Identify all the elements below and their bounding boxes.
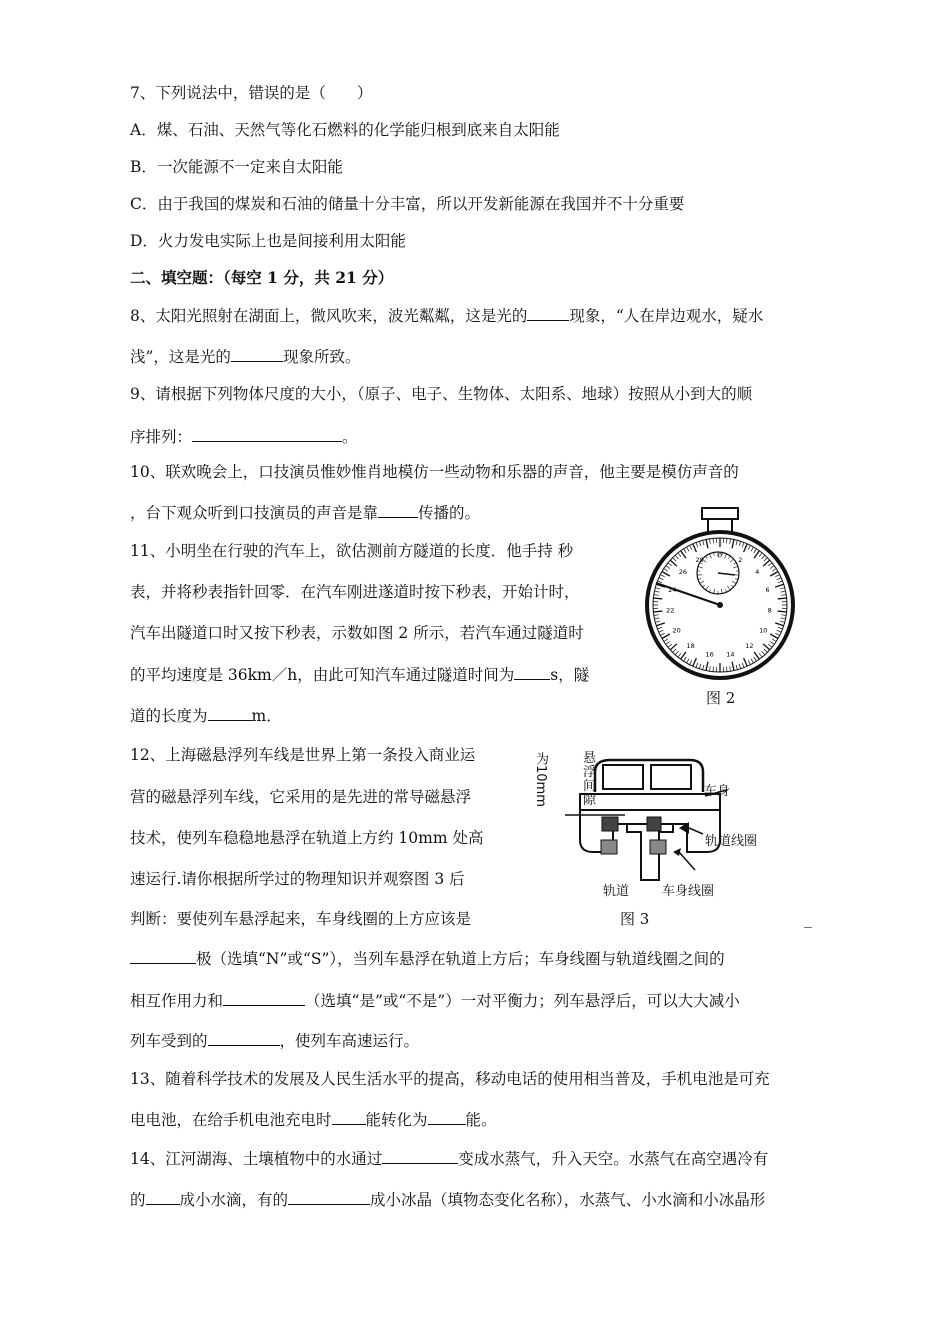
dial-number: 10 [759,626,768,635]
q14-line-1: 14、江河湖海、土壤植物中的水通过 变成水蒸气，升入天空。水蒸气在高空遇冷有 [130,1150,769,1168]
section-heading: 二、填空题：（每空 1 分，共 21 分） [130,268,394,287]
q12-line-1: 12、上海磁悬浮列车线是世界上第一条投入商业运 [130,746,476,764]
q11-line-4: 的平均速度是 36km／h，由此可知汽车通过隧道时间为 s，隧 [130,666,590,684]
q8-line-1: 8、太阳光照射在湖面上，微风吹来，波光粼粼，这是光的 现象，“人在岸边观水，疑水 [130,307,764,325]
q11-line-2: 表，并将秒表指针回零．在汽车刚进遂道时按下秒表，开始计时， [130,583,580,601]
answer-blank[interactable] [208,1030,280,1046]
dial-number: 0 [717,551,723,560]
answer-blank[interactable] [146,1189,180,1205]
body-coil-left [601,840,617,854]
stopwatch-figure [640,505,800,680]
dial-number: 26 [678,568,687,577]
q9-line-1: 9、请根据下列物体尺度的大小，（原子、电子、生物体、太阳系、地球）按照从小到大的顺 [130,385,753,403]
q7-option-d: D．火力发电实际上也是间接利用太阳能 [130,232,406,250]
q12-line-8: 列车受到的 ，使列车高速运行。 [130,1032,420,1050]
q12-trailing-mark: _ [804,910,812,928]
answer-blank[interactable] [231,346,283,362]
dial-number: 4 [755,568,760,577]
q7-option-c: C．由于我国的煤炭和石油的储量十分丰富，所以开发新能源在我国并不十分重要 [130,195,685,213]
q13-line-1: 13、随着科学技术的发展及人民生活水平的提高，移动电话的使用相当普及，手机电池是可充 [130,1070,770,1088]
answer-blank[interactable] [332,1109,366,1125]
q11-line-1: 11、小明坐在行驶的汽车上，欲估测前方隧道的长度．他手持 秒 [130,542,574,560]
q11-line-3: 汽车出隧道口时又按下秒表，示数如图 2 所示，若汽车通过隧道时 [130,624,584,642]
track-label: 轨道 [603,884,630,899]
answer-blank[interactable] [192,426,342,442]
answer-blank[interactable] [382,1148,458,1164]
figure-3-caption: 图 3 [620,910,650,928]
dial-number: 28 [695,555,704,564]
answer-blank[interactable] [130,948,196,964]
q13-line-2: 电电池，在给手机电池充电时 能转化为 能。 [130,1111,497,1129]
q7-option-b: B．一次能源不一定来自太阳能 [130,158,343,176]
train-window-right [651,765,691,789]
q9-line-2: 序排列： 。 [130,428,358,446]
answer-blank[interactable] [288,1189,370,1205]
answer-blank[interactable] [527,305,569,321]
dial-number: 16 [705,650,714,659]
q11-line-5: 道的长度为 m． [130,707,282,725]
answer-blank[interactable] [208,705,252,721]
q12-line-6: 极（选填“N”或“S”），当列车悬浮在轨道上方后；车身线圈与轨道线圈之间的 [130,948,725,969]
q10-line-1: 10、联欢晚会上，口技演员惟妙惟肖地模仿一些动物和乐器的声音，他主要是模仿声音的 [130,463,739,481]
q7-stem: 7、下列说法中，错误的是（ ） [130,84,373,102]
q14-line-2: 的 成小水滴，有的 成小冰晶（填物态变化名称），水蒸气、小水滴和小冰晶形 [130,1191,766,1209]
q8-line-2: 浅”，这是光的 现象所致。 [130,348,361,366]
answer-blank[interactable] [378,502,418,518]
track-coil-pointer [689,828,703,834]
answer-blank[interactable] [223,990,305,1006]
answer-blank[interactable] [428,1109,466,1125]
dial-number: 14 [726,650,735,659]
stopwatch-crown [702,508,738,519]
q10-line-2: ，台下观众听到口技演员的声音是靠 传播的。 [130,504,481,522]
q12-line-7: 相互作用力和 （选填“是”或“不是”）一对平衡力；列车悬浮后，可以大大减小 [130,992,740,1010]
track-coil-label: 轨道线圈 [705,834,758,849]
dial-number: 12 [745,641,754,650]
dial-number: 18 [686,641,695,650]
dial-number: 22 [666,606,675,615]
answer-blank[interactable] [514,664,550,680]
q12-line-5: 判断：要使列车悬浮起来，车身线圈的上方应该是 [130,910,472,928]
track-coil-left [602,817,618,831]
q12-line-3: 技术，使列车稳稳地悬浮在轨道上方约 10mm 处高 [130,829,484,847]
train-body [580,794,720,810]
figure-2-caption: 图 2 [706,689,736,707]
body-coil-label: 车身线圈 [662,884,715,899]
dial-number: 8 [767,606,772,615]
dial-number: 6 [765,586,770,595]
train-window-left [603,765,643,789]
body-label: 车身 [704,784,731,799]
body-coil-right [650,840,666,854]
body-coil-pointer [679,852,695,870]
track-coil-right [647,817,661,831]
dial-number: 24 [668,586,677,595]
gap-label: 悬浮间隙 [583,751,597,808]
q12-line-4: 速运行.请你根据所学过的物理知识并观察图 3 后 [130,870,465,888]
dial-number: 20 [672,626,681,635]
gap-value-label: 为10mm [533,752,548,807]
hand-pivot [717,602,723,608]
q7-option-a: A．煤、石油、天然气等化石燃料的化学能归根到底来自太阳能 [130,121,560,139]
q12-line-2: 营的磁悬浮列车线，它采用的是先进的常导磁悬浮 [130,788,472,806]
dial-number: 2 [738,555,743,564]
